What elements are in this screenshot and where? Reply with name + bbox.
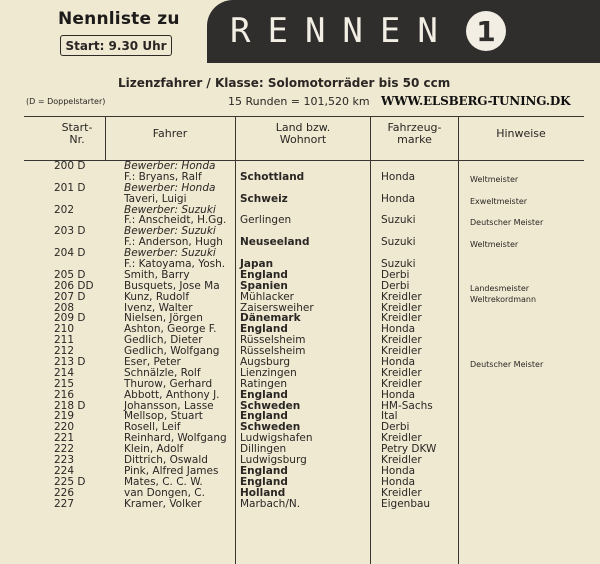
remark: Weltrekordmann	[470, 294, 537, 304]
doppelstarter-note: (D = Doppelstarter)	[26, 97, 106, 106]
driver-name: Bewerber: Suzuki	[124, 247, 216, 260]
land-wohnort: Ludwigshafen	[240, 432, 313, 445]
land-wohnort: Zaisersweiher	[240, 301, 314, 314]
vehicle-make: Suzuki	[381, 236, 416, 249]
start-number: 206 DD	[54, 279, 94, 292]
driver-name: Smith, Barry	[124, 268, 190, 281]
driver-name: Abbott, Anthony J.	[124, 388, 220, 401]
driver-name: Mates, C. C. W.	[124, 475, 203, 488]
remark: Landesmeister	[470, 283, 530, 293]
col-header-hinweise: Hinweise	[496, 127, 546, 140]
driver-name: Busquets, Jose Ma	[124, 279, 220, 292]
vehicle-make: Suzuki	[381, 258, 416, 271]
land-wohnort: England	[240, 323, 288, 336]
driver-name: Ashton, George F.	[124, 323, 217, 336]
table-row	[0, 205, 600, 216]
start-number: 214	[54, 366, 75, 379]
driver-name: F.: Anscheidt, H.Gg.	[124, 214, 227, 227]
start-number: 208	[54, 301, 75, 314]
driver-name: Nielsen, Jörgen	[124, 312, 203, 325]
land-wohnort: Schweden	[240, 399, 301, 412]
driver-name: van Dongen, C.	[124, 486, 205, 499]
start-number: 200 D	[54, 160, 86, 172]
start-number: 213 D	[54, 356, 86, 369]
col-header-land: Land bzw. Wohnort	[275, 121, 331, 146]
driver-name: Dittrich, Oswald	[124, 454, 208, 467]
land-wohnort: Rüsselsheim	[240, 345, 306, 358]
start-number: 202	[54, 203, 75, 216]
land-wohnort: Neuseeland	[240, 236, 310, 249]
start-number: 203 D	[54, 225, 86, 238]
start-number: 201 D	[54, 181, 86, 194]
table-row	[0, 455, 600, 466]
vehicle-make: Kreidler	[381, 432, 422, 445]
vehicle-make: HM-Sachs	[381, 399, 433, 412]
land-wohnort: England	[240, 475, 288, 488]
vehicle-make: Kreidler	[381, 312, 422, 325]
driver-name: Mellsop, Stuart	[124, 410, 203, 423]
vehicle-make: Kreidler	[381, 345, 422, 358]
remark: Weltmeister	[470, 174, 519, 184]
land-wohnort: Dillingen	[240, 443, 287, 456]
driver-name: Gedlich, Dieter	[124, 334, 203, 347]
land-wohnort: Schweiz	[240, 192, 288, 205]
table-row	[0, 390, 600, 401]
table-row	[0, 194, 600, 205]
driver-name: Bewerber: Honda	[124, 160, 216, 172]
vehicle-make: Derbi	[381, 421, 410, 434]
start-time-box: Start: 9.30 Uhr	[60, 35, 172, 56]
land-wohnort: Mühlacker	[240, 290, 294, 303]
table-row	[0, 183, 600, 194]
start-number: 207 D	[54, 290, 86, 303]
driver-name: Klein, Adolf	[124, 443, 184, 456]
start-number: 211	[54, 334, 75, 347]
list-title: Nennliste zu	[58, 9, 180, 29]
table-row	[0, 357, 600, 368]
table-row	[0, 346, 600, 357]
land-wohnort: Gerlingen	[240, 214, 292, 227]
table-row	[0, 477, 600, 488]
driver-name: Taveri, Luigi	[124, 192, 187, 205]
race-title: RENNEN	[230, 11, 455, 51]
table-row	[0, 411, 600, 422]
vehicle-make: Derbi	[381, 279, 410, 292]
vehicle-make: Petry DKW	[381, 443, 437, 456]
driver-name: F.: Katoyama, Yosh.	[124, 258, 226, 271]
vehicle-make: Kreidler	[381, 366, 422, 379]
table-row	[0, 281, 600, 292]
col-header-marke: Fahrzeug- marke	[387, 121, 442, 146]
vehicle-make: Kreidler	[381, 290, 422, 303]
land-wohnort: Augsburg	[240, 356, 291, 369]
start-number: 222	[54, 443, 75, 456]
race-number-badge: 1	[466, 11, 506, 51]
table-row	[0, 379, 600, 390]
start-number: 225 D	[54, 475, 86, 488]
vehicle-make: Honda	[381, 464, 416, 477]
table-row	[0, 466, 600, 477]
land-wohnort: England	[240, 410, 288, 423]
vehicle-make: Kreidler	[381, 486, 422, 499]
col-header-start-nr: Start- Nr.	[61, 121, 93, 146]
land-wohnort: Schweden	[240, 421, 301, 434]
table-row	[0, 248, 600, 259]
vehicle-make: Kreidler	[381, 334, 422, 347]
table-row	[0, 313, 600, 324]
driver-name: Bewerber: Honda	[124, 181, 216, 194]
vehicle-make: Eigenbau	[381, 497, 431, 510]
land-wohnort: Dänemark	[240, 312, 301, 325]
driver-name: F.: Anderson, Hugh	[124, 236, 223, 249]
distance-line: 15 Runden = 101,520 km	[228, 95, 370, 108]
driver-name: Eser, Peter	[124, 356, 181, 369]
vehicle-make: Honda	[381, 388, 416, 401]
table-row	[0, 259, 600, 270]
vehicle-make: Ital	[381, 410, 398, 423]
vehicle-make: Honda	[381, 356, 416, 369]
vehicle-make: Honda	[381, 323, 416, 336]
land-wohnort: Spanien	[240, 279, 288, 292]
land-wohnort: Ludwigsburg	[240, 454, 307, 467]
start-number: 215	[54, 377, 75, 390]
driver-name: Rosell, Leif	[124, 421, 181, 434]
start-number: 221	[54, 432, 75, 445]
start-number: 218 D	[54, 399, 86, 412]
land-wohnort: England	[240, 268, 288, 281]
vehicle-make: Kreidler	[381, 301, 422, 314]
start-number: 209 D	[54, 312, 86, 325]
remark: Deutscher Meister	[470, 360, 544, 370]
class-line: Lizenzfahrer / Klasse: Solomotorräder bis 50 ccm	[118, 76, 451, 90]
table-row	[0, 237, 600, 248]
vehicle-make: Derbi	[381, 268, 410, 281]
watermark-text: WWW.ELSBERG-TUNING.DK	[381, 94, 571, 108]
driver-name: F.: Bryans, Ralf	[124, 170, 202, 183]
land-wohnort: Schottland	[240, 170, 305, 183]
table-row	[0, 499, 600, 510]
driver-name: Johansson, Lasse	[124, 399, 214, 412]
remark: Weltmeister	[470, 240, 519, 250]
table-row	[0, 488, 600, 499]
entry-table	[0, 161, 600, 510]
start-number: 223	[54, 454, 75, 467]
remark: Exweltmeister	[470, 196, 528, 206]
table-row	[0, 215, 600, 226]
vehicle-make: Honda	[381, 475, 416, 488]
vehicle-make: Kreidler	[381, 454, 422, 467]
table-row	[0, 292, 600, 303]
driver-name: Schnälzle, Rolf	[124, 366, 201, 379]
land-wohnort: Rüsselsheim	[240, 334, 306, 347]
table-top-rule	[24, 116, 584, 117]
land-wohnort: England	[240, 388, 288, 401]
vehicle-make: Honda	[381, 192, 416, 205]
driver-name: Bewerber: Suzuki	[124, 203, 216, 216]
driver-name: Ivenz, Walter	[124, 301, 193, 314]
table-row	[0, 172, 600, 183]
land-wohnort: Ratingen	[240, 377, 287, 390]
driver-name: Thurow, Gerhard	[124, 377, 213, 390]
start-number: 220	[54, 421, 75, 434]
start-number: 210	[54, 323, 75, 336]
driver-name: Kunz, Rudolf	[124, 290, 190, 303]
start-number: 204 D	[54, 247, 86, 260]
driver-name: Pink, Alfred James	[124, 464, 219, 477]
vehicle-make: Honda	[381, 170, 416, 183]
vehicle-make: Kreidler	[381, 377, 422, 390]
land-wohnort: Lienzingen	[240, 366, 297, 379]
start-number: 224	[54, 464, 75, 477]
driver-name: Gedlich, Wolfgang	[124, 345, 220, 358]
start-number: 205 D	[54, 268, 86, 281]
land-wohnort: England	[240, 464, 288, 477]
table-row	[0, 368, 600, 379]
remark: Deutscher Meister	[470, 218, 544, 228]
col-header-fahrer: Fahrer	[152, 127, 188, 140]
start-number: 226	[54, 486, 75, 499]
driver-name: Kramer, Volker	[124, 497, 202, 510]
table-row	[0, 433, 600, 444]
table-row	[0, 401, 600, 412]
land-wohnort: Holland	[240, 486, 286, 499]
land-wohnort: Marbach/N.	[240, 497, 301, 510]
start-number: 216	[54, 388, 75, 401]
start-number: 219	[54, 410, 75, 423]
start-number: 227	[54, 497, 75, 510]
driver-name: Bewerber: Suzuki	[124, 225, 216, 238]
driver-name: Reinhard, Wolfgang	[124, 432, 227, 445]
start-number: 212	[54, 345, 75, 358]
land-wohnort: Japan	[240, 258, 274, 271]
vehicle-make: Suzuki	[381, 214, 416, 227]
